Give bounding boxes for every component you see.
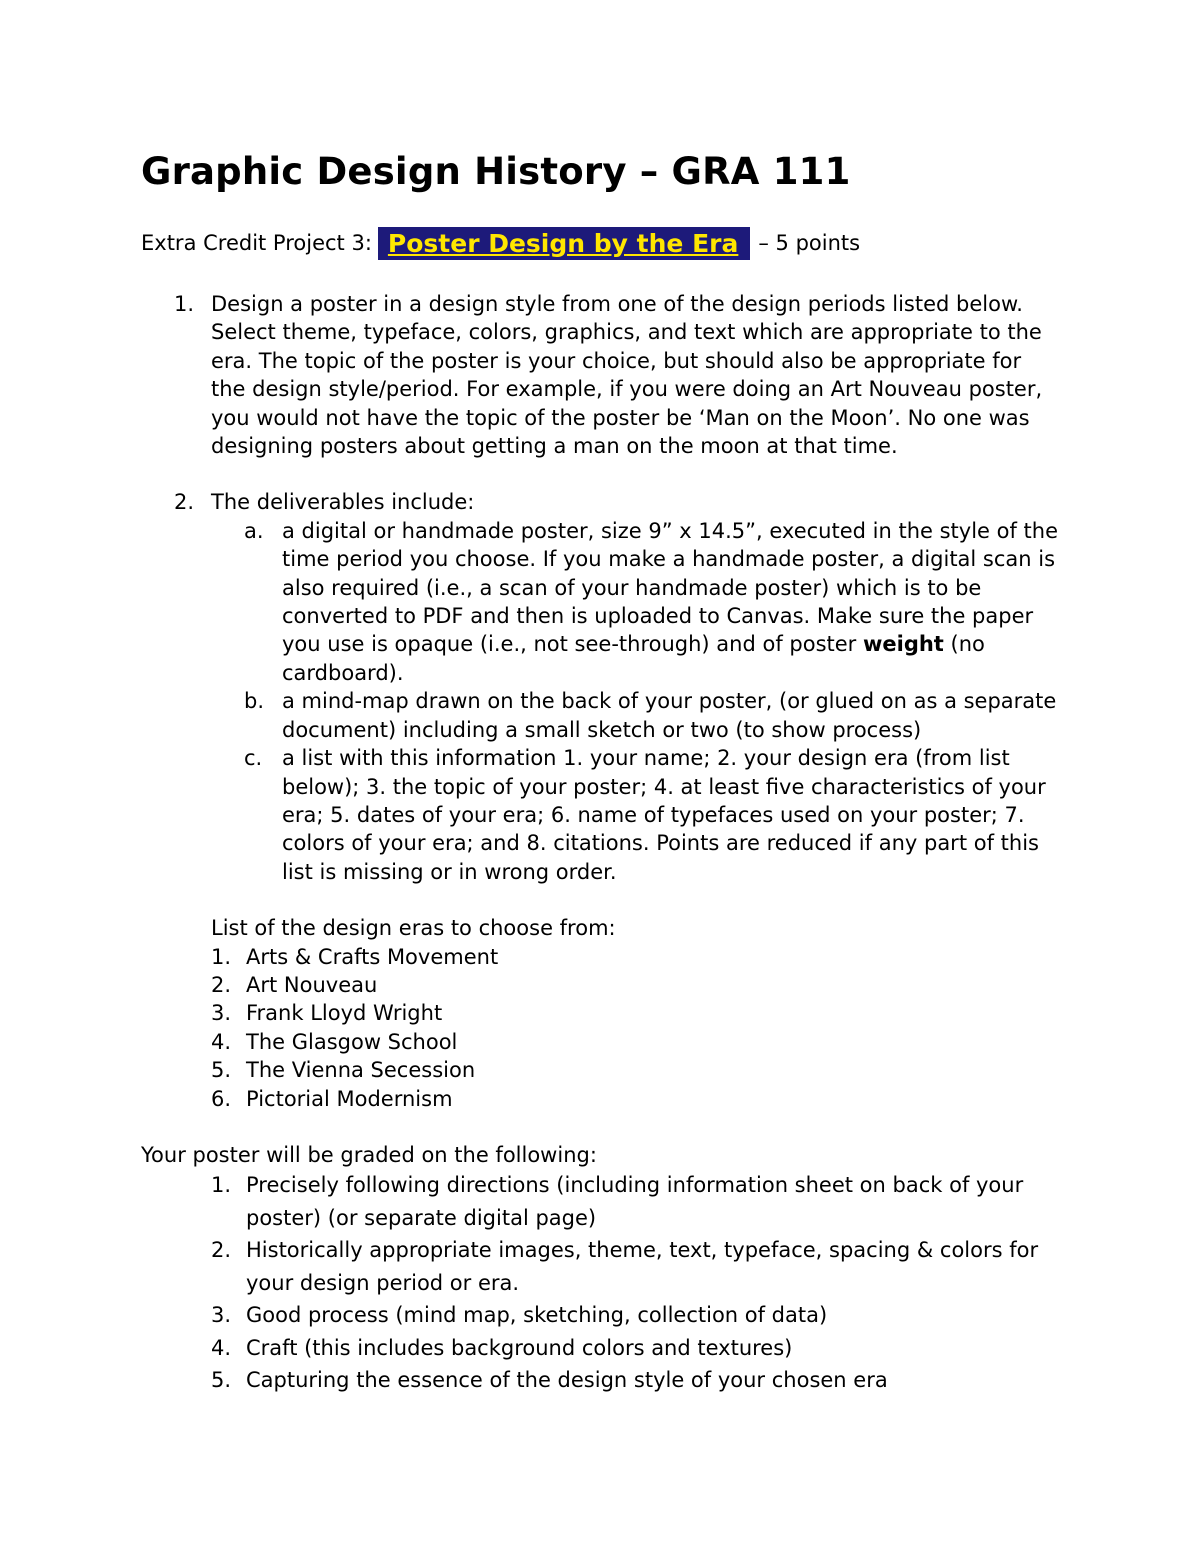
grading-criterion: Precisely following directions (including information sheet on back of your poster) (or separate digital page): [246, 1173, 1024, 1230]
list-item: [141, 943, 1061, 971]
deliverable-item: [141, 687, 1061, 744]
project-name-highlight: Poster Design by the Era: [378, 227, 750, 260]
spacer: [141, 460, 1061, 488]
era-name: Pictorial Modernism: [246, 1086, 453, 1111]
grading-criterion: Historically appropriate images, theme, text, typeface, spacing & colors for your design period or era.: [246, 1238, 1039, 1295]
list-marker: 2.: [211, 972, 232, 997]
deliverable-text-part: a digital or handmade poster, size 9” x 14.5”, executed in the style of the time period you choose. If you make a handmade poster, a digital scan is also required (i.e., a scan of your handmade poster) which is to be converted to PDF and then is uploaded to Canvas. Make sure the paper you use is opaque (i.e., not see-through) and of poster: [282, 518, 1059, 657]
grading-list: [141, 1169, 1061, 1397]
instruction-item: [141, 290, 1061, 460]
era-name: Arts & Crafts Movement: [246, 944, 499, 969]
instruction-text: The deliverables include:: [211, 490, 475, 515]
list-marker: b.: [244, 689, 265, 714]
list-marker: 5.: [211, 1058, 232, 1083]
project-points: – 5 points: [758, 231, 861, 255]
deliverable-text-part: (no cardboard).: [282, 632, 985, 685]
list-marker: 2.: [174, 490, 195, 515]
project-label: Extra Credit Project 3:: [141, 231, 372, 255]
list-item: [141, 999, 1061, 1027]
deliverable-text: [282, 519, 1058, 685]
list-marker: 6.: [211, 1086, 232, 1111]
era-name: Art Nouveau: [246, 972, 378, 997]
instruction-item: [141, 488, 1061, 516]
project-subtitle: [141, 222, 860, 264]
eras-heading: List of the design eras to choose from:: [211, 916, 616, 941]
deliverable-text: a mind-map drawn on the back of your poster, (or glued on as a separate document) including a small sketch or two (to show process): [282, 689, 1057, 742]
grading-heading: Your poster will be graded on the following:: [141, 1142, 597, 1167]
spacer: [141, 886, 1061, 914]
list-marker: 5.: [211, 1368, 232, 1393]
list-item: [141, 1169, 1061, 1234]
list-marker: a.: [244, 518, 264, 543]
grading-criterion: Capturing the essence of the design style of your chosen era: [246, 1368, 888, 1393]
list-marker: 1.: [174, 292, 195, 316]
list-marker: 1.: [211, 944, 232, 969]
eras-list: [141, 943, 1061, 1113]
grading-criterion: Craft (this includes background colors and textures): [246, 1335, 793, 1360]
grading-criterion: Good process (mind map, sketching, collection of data): [246, 1303, 828, 1328]
document-title: Graphic Design History – GRA 111: [141, 150, 851, 193]
list-marker: 3.: [211, 1001, 232, 1026]
list-marker: 4.: [211, 1029, 232, 1054]
list-marker: 1.: [211, 1173, 232, 1198]
instruction-text: Design a poster in a design style from one of the design periods listed below. Select theme, typeface, colors, graphics, and text which are appropriate to the era. The topic of the poster is your choice, but should also be appropriate for the design style/period. For example, if you were doing an Art Nouveau poster, you would not have the topic of the poster be ‘Man on the Moon’. No one was designing posters about getting a man on the moon at that time.: [211, 292, 1043, 459]
deliverable-item: [141, 744, 1061, 886]
era-name: The Vienna Secession: [246, 1058, 476, 1083]
list-item: [141, 1299, 1061, 1332]
deliverable-text: a list with this information 1. your name; 2. your design era (from list below); 3. the topic of your poster; 4. at least five characteristics of your era; 5. dates of your era; 6. name of typefaces used on your poster; 7. colors of your era; and 8. citations. Points are reduced if any part of this list is missing or in wrong order.: [282, 746, 1046, 884]
list-item: [141, 971, 1061, 999]
list-marker: 3.: [211, 1303, 232, 1328]
list-marker: c.: [244, 746, 263, 771]
list-item: [141, 1085, 1061, 1113]
list-item: [141, 1028, 1061, 1056]
list-marker: 4.: [211, 1335, 232, 1360]
list-marker: 2.: [211, 1238, 232, 1263]
list-item: [141, 1332, 1061, 1365]
emphasis-text: weight: [862, 632, 944, 657]
list-item: [141, 1364, 1061, 1397]
deliverable-item: [141, 517, 1061, 687]
spacer: [141, 1113, 1061, 1141]
instructions-list: [141, 290, 1061, 517]
era-name: The Glasgow School: [246, 1029, 458, 1054]
list-item: [141, 1056, 1061, 1084]
deliverables-list: [141, 517, 1061, 886]
document-body: [141, 290, 1061, 1397]
era-name: Frank Lloyd Wright: [246, 1001, 443, 1026]
list-item: [141, 1234, 1061, 1299]
